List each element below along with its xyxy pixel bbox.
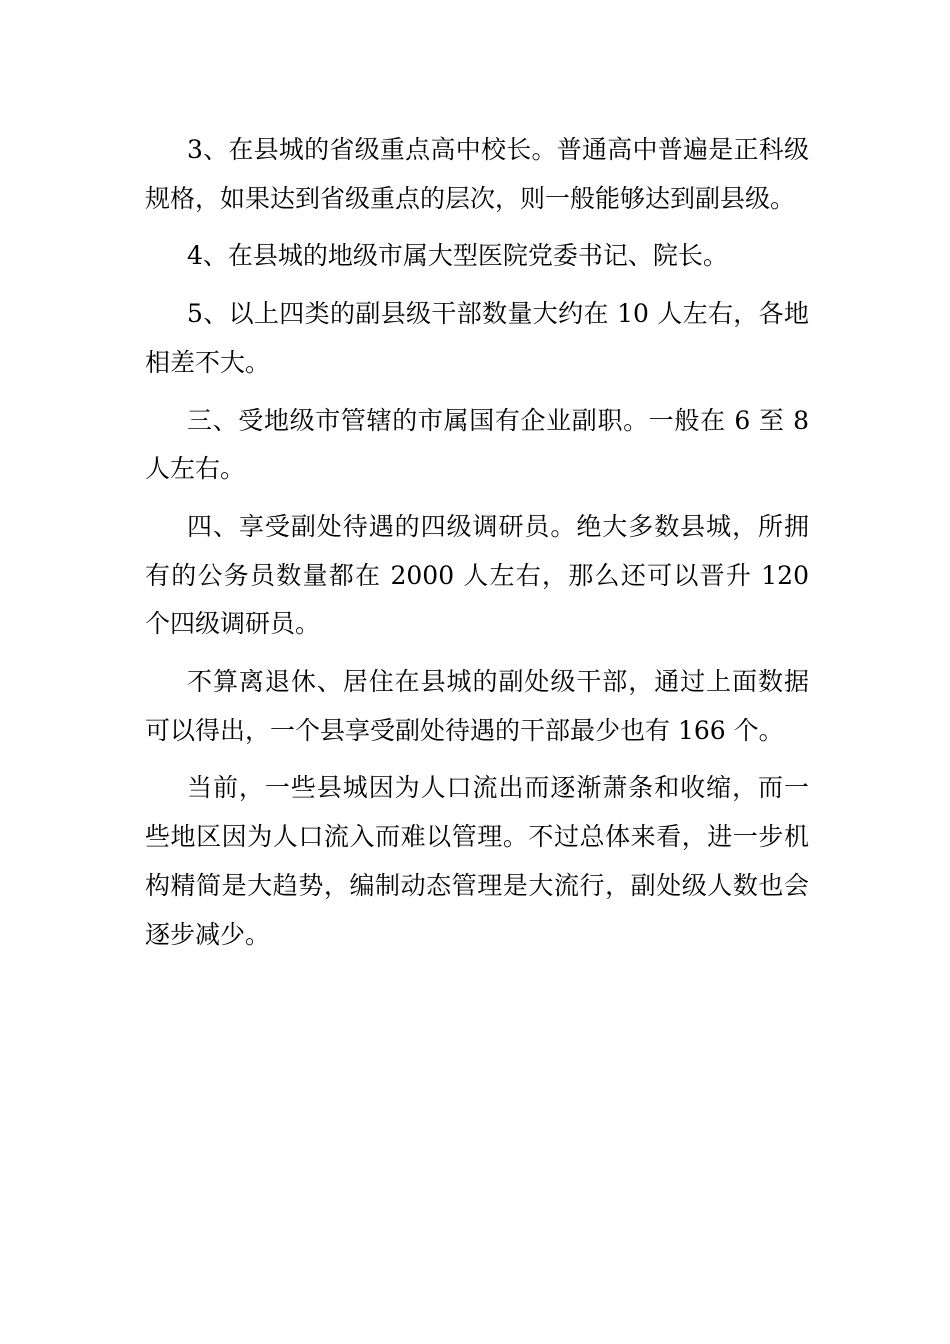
paragraph-hospital: 4、在县城的地级市属大型医院党委书记、院长。 (187, 241, 728, 271)
paragraph-summary: 不算离退休、居住在县城的副处级干部，通过上面数据可以得出，一个县享受副处待遇的干部最少也有 166 个。 (145, 667, 809, 745)
paragraph-gap (145, 649, 809, 658)
document-body (145, 126, 809, 959)
paragraph-gap (145, 223, 809, 232)
paragraph-principal: 3、在县城的省级重点高中校长。普通高中普遍是正科级规格，如果达到省级重点的层次，则一般能够达到副县级。 (145, 135, 809, 213)
paragraph-gap (145, 494, 809, 503)
paragraph-state-enterprise: 三、受地级市管辖的市属国有企业副职。一般在 6 至 8 人左右。 (145, 405, 809, 484)
paragraph-gap (145, 388, 809, 397)
paragraph-researcher: 四、享受副处待遇的四级调研员。绝大多数县城，所拥有的公务员数量都在 2000 人左右，那么还可以晋升 120 个四级调研员。 (145, 511, 809, 639)
paragraph-conclusion: 当前，一些县城因为人口流出而逐渐萧条和收缩，而一些地区因为人口流入而难以管理。不过总体来看，进一步机构精简是大趋势，编制动态管理是大流行，副处级人数也会逐步减少。 (145, 773, 809, 949)
paragraph-gap (145, 281, 809, 290)
paragraph-gap (145, 755, 809, 764)
paragraph-deputy-county-count: 5、以上四类的副县级干部数量大约在 10 人左右，各地相差不大。 (145, 299, 809, 377)
